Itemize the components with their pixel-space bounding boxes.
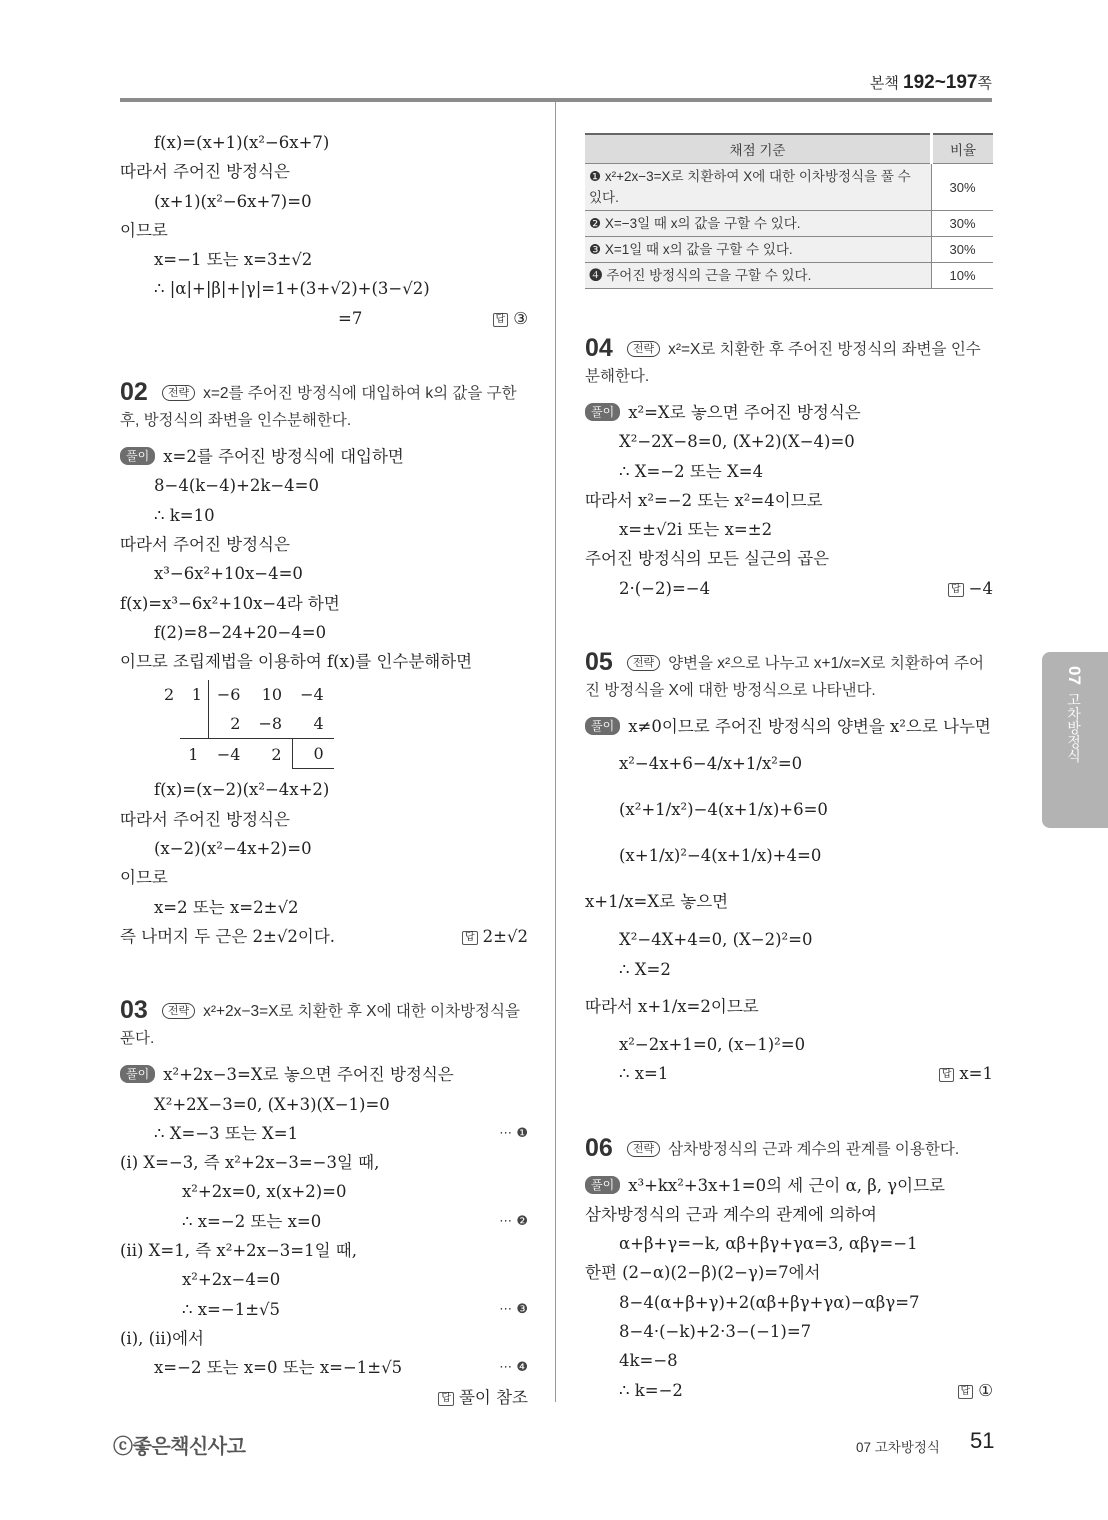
synth-cell: 2 <box>271 744 282 764</box>
solution-line <box>120 805 528 834</box>
solution-text: x²+2x−4=0 <box>182 1270 281 1290</box>
grading-row <box>585 211 993 237</box>
right-value: −4 <box>968 578 993 598</box>
grading-ratio: 30% <box>932 164 994 211</box>
solution-text: 8−4(α+β+γ)+2(αβ+βγ+γα)−αβγ=7 <box>619 1292 920 1312</box>
solution-line <box>120 187 528 216</box>
solution-line <box>120 274 528 303</box>
solution-line <box>120 863 528 892</box>
solution-text: x²=X로 놓으면 주어진 방정식은 <box>628 403 861 422</box>
solution-line <box>585 427 993 456</box>
synth-remainder: 0 <box>292 739 334 769</box>
solution-line <box>120 442 528 471</box>
solution-line <box>585 398 993 427</box>
grading-marker <box>499 1207 528 1236</box>
synth-cell: 2 <box>208 709 250 739</box>
solution-badge: 풀이 <box>120 447 155 465</box>
solution-line <box>585 879 993 925</box>
synth-cell: −4 <box>300 685 324 705</box>
solution-text: ∴ X=2 <box>619 959 671 979</box>
strategy-text: x²+2x−3=X로 치환한 후 X에 대한 이차방정식을 푼다. <box>120 1003 520 1048</box>
solution-text: 따라서 주어진 방정식은 <box>120 809 290 829</box>
solution-text: x=2 또는 x=2±√2 <box>154 897 299 917</box>
solution-line <box>120 893 528 922</box>
solution-text: ∴ X=−3 또는 X=1 <box>154 1123 299 1143</box>
problem-02-solution-a <box>120 442 528 676</box>
grading-ratio: 10% <box>932 263 994 289</box>
solution-line <box>585 486 993 515</box>
left-column <box>120 128 528 1407</box>
solution-text: ∴ x=1 <box>619 1064 669 1084</box>
solution-text: 삼차방정식의 근과 계수의 관계에 의하여 <box>585 1204 877 1224</box>
right-value: ③ <box>513 308 528 328</box>
solution-line <box>120 647 528 676</box>
problem-04-solution <box>585 398 993 603</box>
synth-cell <box>180 709 208 739</box>
problem-02 <box>120 379 528 951</box>
solution-line <box>120 1148 528 1177</box>
header-rule <box>120 98 992 102</box>
solution-text: 주어진 방정식의 모든 실근의 곱은 <box>585 549 830 569</box>
solution-line <box>120 216 528 245</box>
solution-text: (x−2)(x²−4x+2)=0 <box>154 839 312 859</box>
solution-text: x=±√2i 또는 x=±2 <box>619 520 773 540</box>
right-value: x=1 <box>959 1064 993 1084</box>
problem-04 <box>585 335 993 603</box>
synth-cell: 1 <box>188 744 199 764</box>
solution-line <box>120 618 528 647</box>
chapter-side-tab[interactable] <box>1042 652 1108 828</box>
solution-text: 즉 나머지 두 근은 2±√2이다. <box>120 926 336 946</box>
problem-05-solution <box>585 712 993 1088</box>
right-value: ⋯ ❷ <box>499 1213 528 1229</box>
problem-number: 04 <box>585 334 613 362</box>
solution-line <box>120 530 528 559</box>
solution-line <box>585 1059 993 1088</box>
grading-criteria: ❷ X=−3일 때 x의 값을 구할 수 있다. <box>585 211 932 237</box>
problem-03 <box>120 996 528 1407</box>
problem-05-strategy <box>585 649 993 704</box>
solution-text: X²+2X−3=0, (X+3)(X−1)=0 <box>154 1094 390 1114</box>
solution-text: 이므로 조립제법을 이용하여 f(x)를 인수분해하면 <box>120 652 473 672</box>
answer-label <box>948 574 993 603</box>
answer-label <box>493 304 528 333</box>
solution-line <box>585 1229 993 1258</box>
solution-line <box>585 1317 993 1346</box>
solution-line <box>120 834 528 863</box>
page-number: 51 <box>970 1428 995 1453</box>
problem-02-strategy <box>120 379 528 434</box>
solution-line <box>120 1090 528 1119</box>
problem-06-solution <box>585 1171 993 1405</box>
synth-divisor: 2 <box>164 685 175 705</box>
problem-number: 05 <box>585 648 613 677</box>
solution-text: ∴ k=−2 <box>619 1380 683 1400</box>
grading-ratio: 30% <box>932 237 994 263</box>
solution-badge: 풀이 <box>585 403 620 421</box>
column-divider <box>555 102 556 1402</box>
right-value: 풀이 참조 <box>458 1387 528 1407</box>
solution-line <box>585 955 993 984</box>
solution-line <box>585 457 993 486</box>
answer-icon: 답 <box>948 583 964 597</box>
problem-number: 02 <box>120 378 148 407</box>
grading-row <box>585 263 993 289</box>
grading-marker <box>499 1353 528 1382</box>
problem-06-strategy <box>585 1135 993 1163</box>
solution-line <box>120 589 528 618</box>
solution-text: ∴ |α|+|β|+|γ|=1+(3+√2)+(3−√2) <box>154 279 430 299</box>
solution-line <box>120 1324 528 1353</box>
solution-text: ∴ X=−2 또는 X=4 <box>619 461 764 481</box>
solution-text: x=2를 주어진 방정식에 대입하면 <box>163 447 404 467</box>
answer-icon: 답 <box>438 1392 454 1406</box>
solution-line <box>585 515 993 544</box>
solution-text: 따라서 주어진 방정식은 <box>120 534 290 554</box>
answer-label <box>438 1383 528 1412</box>
solution-text: x²−4x+6−4/x+1/x²=0 <box>619 754 803 774</box>
solution-text: x²+2x−3=X로 놓으면 주어진 방정식은 <box>163 1065 454 1085</box>
side-tab-number: 07 <box>1065 666 1084 685</box>
solution-line <box>120 471 528 500</box>
solution-text: x=−2 또는 x=0 또는 x=−1±√5 <box>154 1358 403 1378</box>
solution-text: f(x)=(x+1)(x²−6x+7) <box>154 133 330 152</box>
solution-text: f(x)=(x−2)(x²−4x+2) <box>154 780 330 800</box>
right-value: ⋯ ❹ <box>499 1360 528 1376</box>
right-value: 2±√2 <box>482 926 528 946</box>
right-column <box>585 133 993 1405</box>
solution-text: 이므로 <box>120 868 168 888</box>
strategy-text: x=2를 주어진 방정식에 대입하여 k의 값을 구한 후, 방정식의 좌변을 인수분해한다. <box>120 385 517 430</box>
grading-criteria: ❹ 주어진 방정식의 근을 구할 수 있다. <box>585 263 932 289</box>
grading-row <box>585 237 993 263</box>
solution-line <box>585 787 993 833</box>
strategy-tag: 전략 <box>627 341 660 357</box>
solution-text: x²+2x=0, x(x+2)=0 <box>182 1182 347 1202</box>
grading-marker <box>499 1119 528 1148</box>
publisher-logo: ⓒ좋은책신사고 <box>113 1436 246 1458</box>
strategy-text: 양변을 x²으로 나누고 x+1/x=X로 치환하여 주어진 방정식을 X에 대한 방정식으로 나타낸다. <box>585 655 984 700</box>
solution-text: x³+kx²+3x+1=0의 세 근이 α, β, γ이므로 <box>628 1175 945 1195</box>
solution-text: X²−4X+4=0, (X−2)²=0 <box>619 930 813 950</box>
right-value: ⋯ ❶ <box>499 1125 528 1141</box>
grading-criteria: ❶ x²+2x−3=X로 치환하여 X에 대한 이차방정식을 풀 수 있다. <box>585 164 932 211</box>
answer-label <box>958 1376 993 1405</box>
solution-text: 따라서 x²=−2 또는 x²=4이므로 <box>585 490 823 510</box>
solution-text: x³−6x²+10x−4=0 <box>154 564 303 584</box>
solution-line <box>120 1177 528 1206</box>
problem-02-solution-b <box>120 775 528 951</box>
solution-line <box>585 1171 993 1200</box>
solution-line <box>585 833 993 879</box>
solution-line <box>585 712 993 741</box>
solution-line <box>120 775 528 804</box>
synthetic-division <box>156 680 528 769</box>
answer-label <box>939 1059 993 1088</box>
answer-icon: 답 <box>958 1385 974 1399</box>
strategy-tag: 전략 <box>627 1141 660 1157</box>
solution-line <box>120 1353 528 1382</box>
synth-cell: −4 <box>216 744 241 764</box>
solution-text: (x+1/x)²−4(x+1/x)+4=0 <box>619 846 822 866</box>
problem-number: 03 <box>120 996 148 1025</box>
grading-header-criteria: 채점 기준 <box>585 134 932 164</box>
grading-table <box>585 133 993 289</box>
problem-04-strategy <box>585 335 993 390</box>
solution-text: (x+1)(x²−6x+7)=0 <box>154 191 312 211</box>
solution-text: 4k=−8 <box>619 1351 678 1371</box>
solution-line <box>120 304 528 333</box>
synth-cell: 10 <box>261 685 283 705</box>
solution-text: 한편 (2−α)(2−β)(2−γ)=7에서 <box>585 1263 821 1283</box>
answer-icon: 답 <box>462 931 478 945</box>
solution-line <box>585 574 993 603</box>
solution-text: (x²+1/x²)−4(x+1/x)+6=0 <box>619 800 828 820</box>
solution-line <box>120 559 528 588</box>
solution-text: 이므로 <box>120 220 168 240</box>
strategy-tag: 전략 <box>162 385 195 401</box>
solution-text: x=−1 또는 x=3±√2 <box>154 250 313 270</box>
problem-number: 06 <box>585 1133 613 1162</box>
solution-text: 따라서 주어진 방정식은 <box>120 162 290 182</box>
solution-text: α+β+γ=−k, αβ+βγ+γα=3, αβγ=−1 <box>619 1234 918 1254</box>
solution-line <box>120 1236 528 1265</box>
solution-line <box>120 1119 528 1148</box>
solution-text: x+1/x=X로 놓으면 <box>585 892 729 912</box>
grading-criteria: ❸ X=1일 때 x의 값을 구할 수 있다. <box>585 237 932 263</box>
problem-03-solution <box>120 1060 528 1407</box>
synth-cell: −8 <box>250 709 292 739</box>
solution-line <box>120 1060 528 1089</box>
solution-line <box>585 925 993 954</box>
strategy-text: x²=X로 치환한 후 주어진 방정식의 좌변을 인수분해한다. <box>585 341 981 385</box>
solution-text: =7 <box>338 308 363 328</box>
page-reference: 본책 192~197쪽 <box>869 72 992 93</box>
footer-chapter: 07 고차방정식 <box>856 1440 940 1455</box>
right-value: ① <box>978 1380 993 1400</box>
answer-icon: 답 <box>493 313 509 327</box>
solution-text: (i), (ii)에서 <box>120 1328 204 1348</box>
solution-badge: 풀이 <box>585 717 620 735</box>
solution-line <box>120 128 528 157</box>
solution-line <box>120 1207 528 1236</box>
solution-line <box>585 544 993 573</box>
strategy-tag: 전략 <box>162 1003 195 1019</box>
solution-text: f(2)=8−24+20−4=0 <box>154 622 327 642</box>
solution-text: 8−4(k−4)+2k−4=0 <box>154 476 319 496</box>
solution-text: 따라서 x+1/x=2이므로 <box>585 996 759 1016</box>
solution-text: 8−4·(−k)+2·3−(−1)=7 <box>619 1322 812 1342</box>
solution-line <box>585 1288 993 1317</box>
solution-text: ∴ x=−1±√5 <box>182 1299 281 1319</box>
solution-line <box>120 1265 528 1294</box>
solution-text: 2·(−2)=−4 <box>619 578 711 598</box>
solution-line <box>585 1200 993 1229</box>
solution-line <box>120 1295 528 1324</box>
problem-05 <box>585 649 993 1088</box>
grading-ratio: 30% <box>932 211 994 237</box>
problem-06 <box>585 1135 993 1405</box>
answer-icon: 답 <box>939 1068 955 1082</box>
right-value: ⋯ ❸ <box>499 1301 528 1317</box>
solution-text: ∴ k=10 <box>154 505 215 525</box>
synth-cell: 1 <box>180 680 208 709</box>
solution-text: ∴ x=−2 또는 x=0 <box>182 1211 322 1231</box>
solution-text: f(x)=x³−6x²+10x−4라 하면 <box>120 593 340 613</box>
synth-cell: −6 <box>216 685 241 705</box>
solution-line <box>585 1030 993 1059</box>
solution-line <box>120 922 528 951</box>
solution-text: (ii) X=1, 즉 x²+2x−3=1일 때, <box>120 1241 357 1261</box>
solution-text: x²−2x+1=0, (x−1)²=0 <box>619 1034 806 1054</box>
solution-line <box>585 1376 993 1405</box>
grading-row <box>585 164 993 211</box>
solution-text: (i) X=−3, 즉 x²+2x−3=−3일 때, <box>120 1153 380 1173</box>
synth-cell: 4 <box>292 709 334 739</box>
solution-line <box>120 245 528 274</box>
strategy-text: 삼차방정식의 근과 계수의 관계를 이용한다. <box>668 1140 960 1158</box>
p01-continuation <box>120 128 528 333</box>
solution-line <box>120 157 528 186</box>
solution-line <box>120 501 528 530</box>
solution-line <box>585 1258 993 1287</box>
solution-badge: 풀이 <box>585 1176 620 1194</box>
answer-label <box>462 922 528 951</box>
solution-line <box>585 1346 993 1375</box>
side-tab-label: 고차방정식 <box>1066 692 1082 763</box>
solution-line <box>585 984 993 1030</box>
grading-marker <box>499 1295 528 1324</box>
solution-badge: 풀이 <box>120 1065 155 1083</box>
solution-text: x≠0이므로 주어진 방정식의 양변을 x²으로 나누면 <box>628 717 991 737</box>
grading-header-ratio: 비율 <box>932 134 994 164</box>
problem-03-strategy <box>120 997 528 1052</box>
strategy-tag: 전략 <box>627 655 660 671</box>
solution-text: X²−2X−8=0, (X+2)(X−4)=0 <box>619 432 855 452</box>
solution-line <box>585 741 993 787</box>
